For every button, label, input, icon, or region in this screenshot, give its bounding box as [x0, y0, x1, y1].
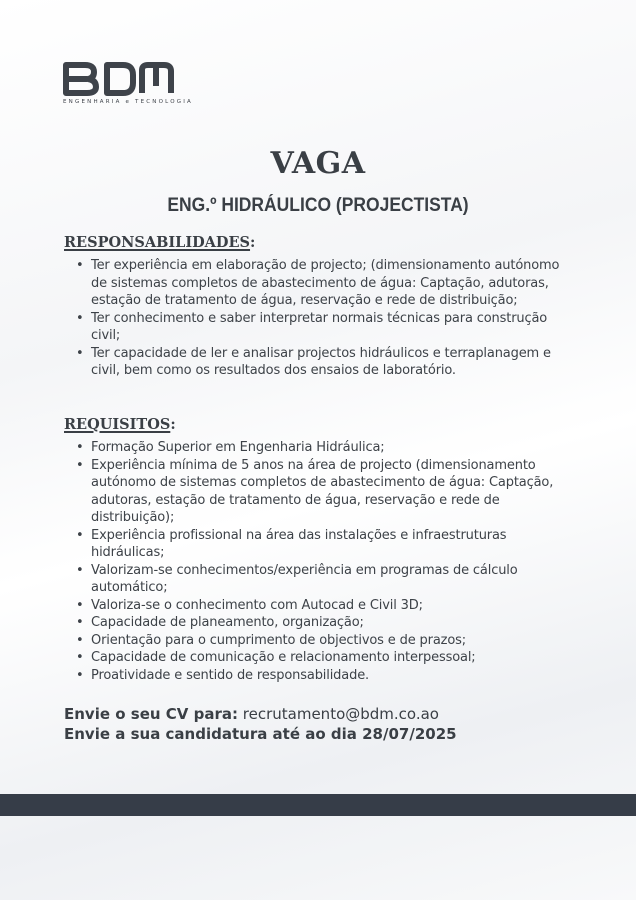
logo-tagline: ENGENHARIA e TECNOLOGIA — [63, 99, 193, 105]
cv-contact-line — [64, 705, 439, 723]
list-item: • Experiência mínima de 5 anos na área de projecto (dimensionamento autónomo de sistemas completos de abastecimento de água: Captação, adutoras, estação de tratamento de água, reservação e rede de distribuição); — [64, 457, 564, 527]
list-item: • Valorizam-se conhecimentos/experiência em programas de cálculo automático; — [64, 562, 564, 597]
list-item: • Valoriza-se o conhecimento com Autocad e Civil 3D; — [64, 597, 564, 615]
list-item: • Formação Superior em Engenharia Hidráulica; — [64, 439, 564, 457]
company-logo — [63, 62, 193, 105]
list-item: • Ter experiência em elaboração de projecto; (dimensionamento autónomo de sistemas completos de abastecimento de água: Captação, adutoras, estação de tratamento de água, reservação e rede de distribuição; — [64, 257, 564, 310]
list-item: • Proatividade e sentido de responsabilidade. — [64, 667, 564, 685]
bdm-logo-mark — [63, 62, 175, 96]
job-title: ENG.º HIDRÁULICO (PROJECTISTA) — [167, 195, 469, 216]
responsabilidades-heading: RESPONSABILIDADES: — [64, 234, 256, 251]
cv-label: Envie o seu CV para: — [64, 705, 238, 723]
responsabilidades-heading-text: RESPONSABILIDADES — [64, 234, 251, 251]
cv-email[interactable]: recrutamento@bdm.co.ao — [242, 705, 439, 723]
deadline-line — [64, 725, 457, 743]
list-item: • Capacidade de planeamento, organização; — [64, 614, 564, 632]
list-item: • Experiência profissional na área das instalações e infraestruturas hidráulicas; — [64, 527, 564, 562]
requisitos-heading-text: REQUISITOS — [64, 416, 171, 433]
list-item: • Capacidade de comunicação e relacionamento interpessoal; — [64, 649, 564, 667]
deadline-text: Envie a sua candidatura até ao dia 28/07/2025 — [64, 725, 457, 743]
list-item: • Orientação para o cumprimento de objectivos e de prazos; — [64, 632, 564, 650]
requisitos-list — [64, 439, 564, 684]
responsabilidades-list — [64, 257, 564, 380]
list-item: • Ter conhecimento e saber interpretar normais técnicas para construção civil; — [64, 310, 564, 345]
requisitos-heading: REQUISITOS: — [64, 416, 176, 433]
page-title: VAGA — [270, 146, 366, 181]
footer-bar — [0, 794, 636, 816]
list-item: • Ter capacidade de ler e analisar projectos hidráulicos e terraplanagem e civil, bem como os resultados dos ensaios de laboratório. — [64, 345, 564, 380]
